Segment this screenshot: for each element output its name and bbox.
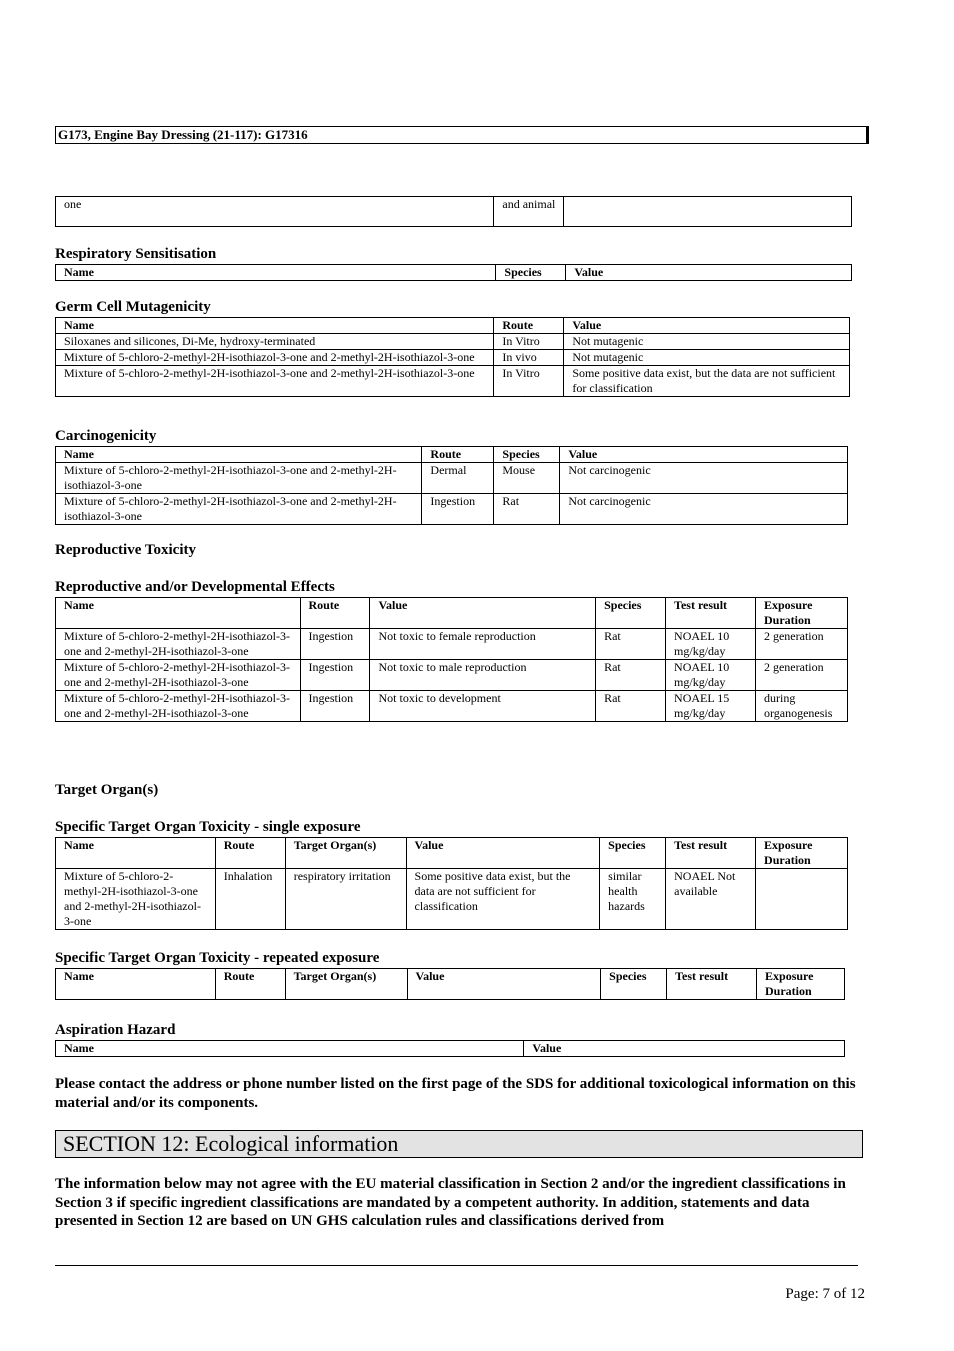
column-header: Route <box>215 969 285 1000</box>
table-cell: one <box>56 197 494 227</box>
table-cell: NOAEL Not available <box>666 869 756 930</box>
carcinogenicity-heading: Carcinogenicity <box>55 428 157 444</box>
table-header-row <box>56 318 850 334</box>
table-cell: Some positive data exist, but the data are not sufficient for classification <box>406 869 600 930</box>
footer-divider <box>55 1265 858 1266</box>
table-row <box>56 660 848 691</box>
column-header: Test result <box>667 969 757 1000</box>
reproductive-effects-table <box>55 597 848 722</box>
aspiration-heading: Aspiration Hazard <box>55 1022 176 1038</box>
table-cell <box>756 869 848 930</box>
column-header: Name <box>56 447 422 463</box>
table-row <box>56 691 848 722</box>
table-cell: Not toxic to female reproduction <box>370 629 596 660</box>
table-row <box>56 350 850 366</box>
table-cell: Mixture of 5-chloro-2-methyl-2H-isothiazol-3-one and 2-methyl-2H-isothiazol-3-one <box>56 350 494 366</box>
table-row <box>56 366 850 397</box>
column-header: Test result <box>666 598 756 629</box>
target-organs-heading: Target Organ(s) <box>55 782 159 798</box>
table-header-row <box>56 265 852 281</box>
carcinogenicity-table <box>55 446 848 525</box>
table-cell: Not toxic to male reproduction <box>370 660 596 691</box>
table-cell: Not toxic to development <box>370 691 596 722</box>
table-cell: Not carcinogenic <box>560 494 848 525</box>
table-cell: Ingestion <box>300 691 370 722</box>
section-12-intro: The information below may not agree with the EU material classification in Section 2 and/or the ingredient classifications in Section 3 if specific ingredient classifications are mandated by a competent authority. In addition, statements and data presented in Section 12 are based on UN GHS calculation rules and classifications derived from <box>55 1176 846 1229</box>
respiratory-sensitisation-heading: Respiratory Sensitisation <box>55 246 217 262</box>
column-header: Route <box>494 318 564 334</box>
table-cell: Rat <box>596 691 666 722</box>
column-header: Species <box>596 598 666 629</box>
table-cell: Not carcinogenic <box>560 463 848 494</box>
table-cell: Siloxanes and silicones, Di-Me, hydroxy-terminated <box>56 334 494 350</box>
column-header: Route <box>300 598 370 629</box>
column-header: Species <box>601 969 667 1000</box>
table-row <box>56 629 848 660</box>
table-cell: Mouse <box>494 463 560 494</box>
column-header: Target Organ(s) <box>285 838 406 869</box>
table-cell: Mixture of 5-chloro-2-methyl-2H-isothiazol-3-one and 2-methyl-2H-isothiazol-3-one <box>56 629 301 660</box>
table-cell: Ingestion <box>300 629 370 660</box>
table-row <box>56 463 848 494</box>
table-cell: 2 generation <box>755 660 847 691</box>
germ-cell-heading: Germ Cell Mutagenicity <box>55 299 211 315</box>
column-header: Species <box>600 838 666 869</box>
column-header: Name <box>56 265 496 281</box>
table-cell: during organogenesis <box>755 691 847 722</box>
column-header: Species <box>496 265 566 281</box>
column-header: Value <box>524 1041 845 1057</box>
column-header: Species <box>494 447 560 463</box>
stot-single-table <box>55 837 848 930</box>
table-cell: Mixture of 5-chloro-2-methyl-2H-isothiazol-3-one and 2-methyl-2H-isothiazol-3-one <box>56 869 216 930</box>
stot-single-heading: Specific Target Organ Toxicity - single exposure <box>55 819 361 835</box>
table-cell <box>564 197 852 227</box>
column-header: Test result <box>666 838 756 869</box>
column-header: Value <box>406 838 600 869</box>
section-12-title: SECTION 12: Ecological information <box>55 1130 863 1158</box>
column-header: Name <box>56 838 216 869</box>
table-cell: Not mutagenic <box>564 350 850 366</box>
table-header-row <box>56 969 845 1000</box>
column-header: Route <box>422 447 494 463</box>
document-header-title: G173, Engine Bay Dressing (21-117): G17316 <box>55 126 869 144</box>
column-header: Target Organ(s) <box>285 969 407 1000</box>
column-header: Exposure Duration <box>756 838 848 869</box>
table-header-row <box>56 1041 845 1057</box>
table-cell: Mixture of 5-chloro-2-methyl-2H-isothiazol-3-one and 2-methyl-2H-isothiazol-3-one <box>56 366 494 397</box>
table-header-row <box>56 447 848 463</box>
table-cell: Inhalation <box>215 869 285 930</box>
table-cell: 2 generation <box>755 629 847 660</box>
column-header: Route <box>215 838 285 869</box>
table-row <box>56 869 848 930</box>
column-header: Value <box>370 598 596 629</box>
table-cell: Mixture of 5-chloro-2-methyl-2H-isothiazol-3-one and 2-methyl-2H-isothiazol-3-one <box>56 463 422 494</box>
table-header-row <box>56 598 848 629</box>
column-header: Exposure Duration <box>757 969 845 1000</box>
table-cell: NOAEL 10 mg/kg/day <box>666 629 756 660</box>
table-cell: Rat <box>596 629 666 660</box>
table-cell: Ingestion <box>300 660 370 691</box>
table-cell: In Vitro <box>494 334 564 350</box>
column-header: Name <box>56 1041 524 1057</box>
table-cell: and animal <box>494 197 564 227</box>
table-cell: Mixture of 5-chloro-2-methyl-2H-isothiazol-3-one and 2-methyl-2H-isothiazol-3-one <box>56 691 301 722</box>
table-row <box>56 197 852 227</box>
germ-cell-table <box>55 317 850 397</box>
column-header: Name <box>56 969 216 1000</box>
table-cell: Some positive data exist, but the data are not sufficient for classification <box>564 366 850 397</box>
table-cell: NOAEL 15 mg/kg/day <box>666 691 756 722</box>
column-header: Value <box>407 969 601 1000</box>
respiratory-sensitisation-table <box>55 264 852 281</box>
table-cell: Rat <box>596 660 666 691</box>
stot-repeated-heading: Specific Target Organ Toxicity - repeated exposure <box>55 950 380 966</box>
column-header: Value <box>560 447 848 463</box>
table-cell: Not mutagenic <box>564 334 850 350</box>
continuation-table <box>55 196 852 227</box>
column-header: Name <box>56 318 494 334</box>
reproductive-toxicity-heading: Reproductive Toxicity <box>55 542 196 558</box>
contact-note: Please contact the address or phone number listed on the first page of the SDS for additional toxicological information on this material and/or its components. <box>55 1076 856 1111</box>
table-cell: In Vitro <box>494 366 564 397</box>
table-cell: Mixture of 5-chloro-2-methyl-2H-isothiazol-3-one and 2-methyl-2H-isothiazol-3-one <box>56 494 422 525</box>
column-header: Name <box>56 598 301 629</box>
table-cell: NOAEL 10 mg/kg/day <box>666 660 756 691</box>
table-cell: In vivo <box>494 350 564 366</box>
reproductive-effects-heading: Reproductive and/or Developmental Effects <box>55 579 335 595</box>
table-cell: Dermal <box>422 463 494 494</box>
column-header: Value <box>564 318 850 334</box>
page-number: Page: 7 of 12 <box>785 1286 865 1302</box>
aspiration-table <box>55 1040 845 1057</box>
table-header-row <box>56 838 848 869</box>
table-cell: similar health hazards <box>600 869 666 930</box>
column-header: Value <box>566 265 852 281</box>
table-row <box>56 334 850 350</box>
table-cell: Ingestion <box>422 494 494 525</box>
table-cell: respiratory irritation <box>285 869 406 930</box>
table-cell: Mixture of 5-chloro-2-methyl-2H-isothiazol-3-one and 2-methyl-2H-isothiazol-3-one <box>56 660 301 691</box>
table-row <box>56 494 848 525</box>
column-header: Exposure Duration <box>755 598 847 629</box>
table-cell: Rat <box>494 494 560 525</box>
stot-repeated-table <box>55 968 845 1000</box>
